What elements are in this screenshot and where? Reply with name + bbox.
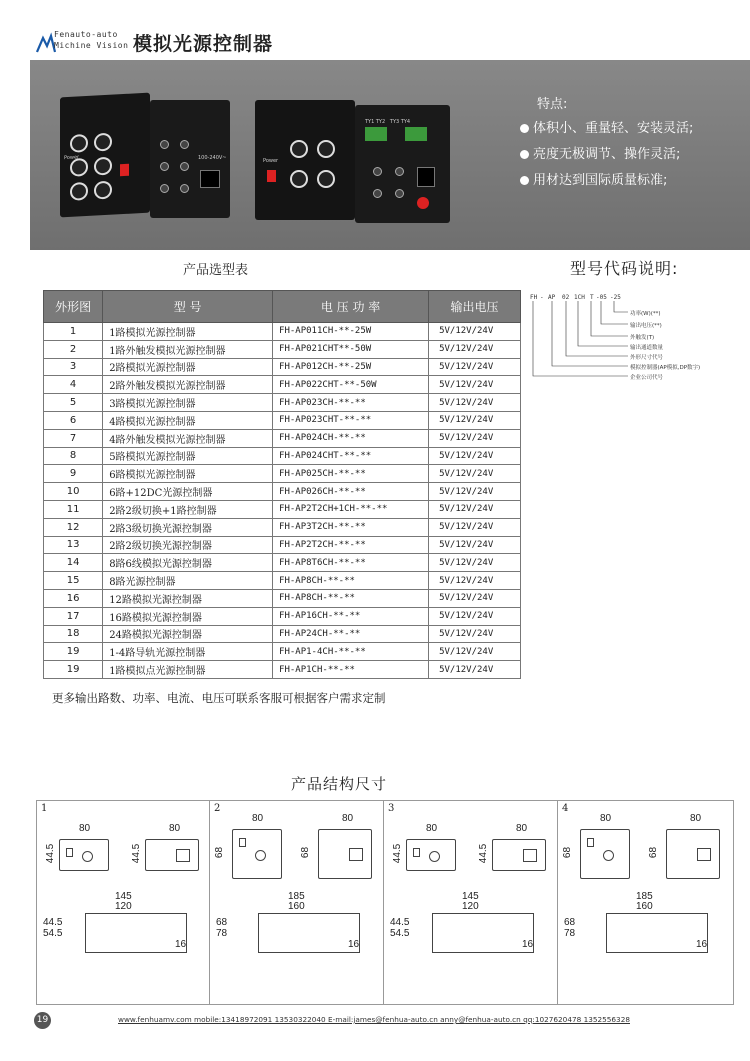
- cell-n: 3: [44, 358, 103, 376]
- cell-name: 24路模拟光源控制器: [103, 625, 273, 643]
- cell-name: 8路光源控制器: [103, 572, 273, 590]
- brand-name: Fenauto-auto: [54, 30, 118, 39]
- top-width-outer: 145: [462, 891, 479, 902]
- code-label: 外形尺寸代号: [630, 355, 664, 361]
- cell-code: FH-AP023CHT-**-**: [273, 411, 429, 429]
- cell-v: 5V/12V/24V: [429, 661, 521, 679]
- cell-v: 5V/12V/24V: [429, 643, 521, 661]
- cell-v: 5V/12V/24V: [429, 572, 521, 590]
- cell-v: 5V/12V/24V: [429, 536, 521, 554]
- cell-n: 15: [44, 572, 103, 590]
- table-row: [44, 536, 521, 554]
- cell-name: 2路2级切换光源控制器: [103, 536, 273, 554]
- svg-text:1CH: 1CH: [574, 294, 585, 301]
- cell-name: 12路模拟光源控制器: [103, 589, 273, 607]
- cell-name: 5路模拟光源控制器: [103, 447, 273, 465]
- cell-v: 5V/12V/24V: [429, 607, 521, 625]
- cell-v: 5V/12V/24V: [429, 358, 521, 376]
- cell-v: 5V/12V/24V: [429, 483, 521, 501]
- cell-n: 10: [44, 483, 103, 501]
- cell-code: FH-AP3T2CH-**-**: [273, 518, 429, 536]
- cell-code: FH-AP8T6CH-**-**: [273, 554, 429, 572]
- top-width-inner: 160: [288, 901, 305, 912]
- cell-v: 5V/12V/24V: [429, 500, 521, 518]
- table-row: [44, 572, 521, 590]
- cell-v: 5V/12V/24V: [429, 518, 521, 536]
- col-header-power: 电 压 功 率: [273, 291, 429, 323]
- top-width-outer: 185: [288, 891, 305, 902]
- code-label: 功率(W)(**): [630, 311, 661, 317]
- cell-name: 16路模拟光源控制器: [103, 607, 273, 625]
- table-row: [44, 589, 521, 607]
- top-height-1: 44.5: [390, 917, 410, 928]
- side-view: [145, 839, 199, 871]
- cell-code: FH-AP012CH-**-25W: [273, 358, 429, 376]
- cell-n: 16: [44, 589, 103, 607]
- front-height: 44.5: [392, 843, 404, 864]
- code-label: 模拟控制器(AP模拟,DP数字): [630, 365, 701, 371]
- table-row: [44, 340, 521, 358]
- cell-v: 5V/12V/24V: [429, 394, 521, 412]
- cell-n: 17: [44, 607, 103, 625]
- col-header-model: 型 号: [103, 291, 273, 323]
- side-height: 44.5: [478, 843, 490, 864]
- top-width-outer: 185: [636, 891, 653, 902]
- table-row: [44, 661, 521, 679]
- cell-code: FH-AP023CH-**-**: [273, 394, 429, 412]
- cell-code: FH-AP022CHT-**-50W: [273, 376, 429, 394]
- code-explain-title: 型号代码说明:: [570, 259, 679, 278]
- cell-name: 6路模拟光源控制器: [103, 465, 273, 483]
- dimension-panel: [557, 800, 734, 1005]
- code-label: 外触发(T): [630, 335, 655, 341]
- front-width: 80: [252, 813, 264, 824]
- table-row: [44, 465, 521, 483]
- page-title: 模拟光源控制器: [133, 33, 274, 55]
- cell-n: 8: [44, 447, 103, 465]
- top-view: [85, 913, 187, 953]
- side-height: 44.5: [131, 843, 143, 864]
- company-logo: [36, 30, 56, 56]
- svg-text:-: -: [540, 294, 544, 301]
- cell-name: 6路+12DC光源控制器: [103, 483, 273, 501]
- top-view: [606, 913, 708, 953]
- top-width-inner: 120: [115, 901, 132, 912]
- table-row: [44, 411, 521, 429]
- top-width-inner: 120: [462, 901, 479, 912]
- side-width: 80: [342, 813, 354, 824]
- foot-dim: 16: [696, 939, 708, 950]
- cell-code: FH-AP2T2CH+1CH-**-**: [273, 500, 429, 518]
- cell-code: FH-AP026CH-**-**: [273, 483, 429, 501]
- table-row: [44, 447, 521, 465]
- foot-dim: 16: [175, 939, 187, 950]
- table-row: [44, 358, 521, 376]
- top-width-outer: 145: [115, 891, 132, 902]
- cell-n: 12: [44, 518, 103, 536]
- cell-code: FH-AP024CHT-**-**: [273, 447, 429, 465]
- front-view: [406, 839, 456, 871]
- front-view: [59, 839, 109, 871]
- cell-name: 2路模拟光源控制器: [103, 358, 273, 376]
- cell-v: 5V/12V/24V: [429, 465, 521, 483]
- controller-photo-2: [150, 100, 230, 218]
- code-part: FH: [530, 294, 538, 301]
- svg-text:T: T: [590, 294, 594, 301]
- side-view: [492, 839, 546, 871]
- cell-code: FH-AP8CH-**-**: [273, 572, 429, 590]
- table-row: [44, 518, 521, 536]
- contact-info: www.fenhuamv.com mobile:13418972091 13530322040 E-mail:james@fenhua-auto.cn anny@fenhua-auto.cn qq:1027620478 1352556328: [118, 1015, 630, 1024]
- table-title: 产品选型表: [183, 263, 249, 278]
- dimension-panel: [383, 800, 558, 1005]
- side-width: 80: [690, 813, 702, 824]
- cell-n: 19: [44, 643, 103, 661]
- cell-v: 5V/12V/24V: [429, 429, 521, 447]
- table-row: [44, 483, 521, 501]
- cell-n: 11: [44, 500, 103, 518]
- cell-name: 1路模拟点光源控制器: [103, 661, 273, 679]
- cell-name: 1-4路导轨光源控制器: [103, 643, 273, 661]
- code-label: 企业公司代号: [630, 375, 664, 381]
- cell-n: 4: [44, 376, 103, 394]
- dimension-panel: [209, 800, 384, 1005]
- front-view: [580, 829, 630, 879]
- cell-code: FH-AP16CH-**-**: [273, 607, 429, 625]
- front-width: 80: [426, 823, 438, 834]
- top-height-1: 68: [564, 917, 576, 928]
- top-height-2: 54.5: [43, 928, 63, 939]
- cell-n: 5: [44, 394, 103, 412]
- cell-n: 9: [44, 465, 103, 483]
- cell-code: FH-AP011CH-**-25W: [273, 323, 429, 341]
- cell-name: 3路模拟光源控制器: [103, 394, 273, 412]
- cell-code: FH-AP025CH-**-**: [273, 465, 429, 483]
- voltage-label: 100-240V~: [198, 155, 227, 161]
- cell-n: 1: [44, 323, 103, 341]
- ty-labels: TY1 TY2 TY3 TY4: [365, 119, 411, 125]
- table-row: [44, 607, 521, 625]
- foot-dim: 16: [348, 939, 360, 950]
- front-height: 68: [562, 846, 574, 859]
- cell-code: FH-AP24CH-**-**: [273, 625, 429, 643]
- panel-number: 3: [388, 803, 395, 814]
- top-height-2: 78: [216, 928, 228, 939]
- cell-v: 5V/12V/24V: [429, 411, 521, 429]
- cell-n: 2: [44, 340, 103, 358]
- front-height: 68: [214, 846, 226, 859]
- dimensions-title: 产品结构尺寸: [291, 775, 388, 793]
- svg-text:-05: -05: [596, 294, 607, 301]
- side-height: 68: [300, 846, 312, 859]
- cell-n: 7: [44, 429, 103, 447]
- col-header-output: 输出电压: [429, 291, 521, 323]
- feature-item: 亮度无极调节、操作灵活;: [520, 143, 680, 162]
- brand-tagline: Michine Vision: [54, 41, 129, 50]
- controller-photo-4: [355, 105, 450, 223]
- product-table: [43, 290, 521, 679]
- feature-item: 用材达到国际质量标准;: [520, 169, 667, 188]
- cell-code: FH-AP8CH-**-**: [273, 589, 429, 607]
- side-height: 68: [648, 846, 660, 859]
- dimension-panel: [36, 800, 210, 1005]
- feature-item: 体积小、重量轻、安装灵活;: [520, 117, 693, 136]
- panel-number: 4: [562, 803, 569, 814]
- front-width: 80: [600, 813, 612, 824]
- foot-dim: 16: [522, 939, 534, 950]
- cell-name: 1路外触发模拟光源控制器: [103, 340, 273, 358]
- col-header-shape: 外形图: [44, 291, 103, 323]
- cell-v: 5V/12V/24V: [429, 376, 521, 394]
- cell-n: 13: [44, 536, 103, 554]
- cell-name: 4路外触发模拟光源控制器: [103, 429, 273, 447]
- cell-name: 4路模拟光源控制器: [103, 411, 273, 429]
- svg-text:-25: -25: [610, 294, 621, 301]
- table-row: [44, 429, 521, 447]
- code-label: 输出通道数量: [630, 345, 664, 351]
- table-row: [44, 643, 521, 661]
- cell-code: FH-AP1-4CH-**-**: [273, 643, 429, 661]
- top-view: [432, 913, 534, 953]
- cell-name: 2路2级切换+1路控制器: [103, 500, 273, 518]
- code-label: 输出电压(**): [630, 323, 662, 329]
- table-row: [44, 554, 521, 572]
- controller-photo-3: Power: [255, 100, 355, 220]
- cell-v: 5V/12V/24V: [429, 554, 521, 572]
- front-width: 80: [79, 823, 91, 834]
- panel-number: 2: [214, 803, 221, 814]
- power-label: Power: [64, 154, 80, 162]
- cell-name: 8路6线模拟光源控制器: [103, 554, 273, 572]
- panel-number: 1: [41, 803, 48, 814]
- features-heading: 特点:: [537, 97, 568, 112]
- table-row: [44, 323, 521, 341]
- cell-v: 5V/12V/24V: [429, 625, 521, 643]
- top-height-2: 78: [564, 928, 576, 939]
- cell-v: 5V/12V/24V: [429, 589, 521, 607]
- cell-code: FH-AP2T2CH-**-**: [273, 536, 429, 554]
- cell-name: 2路外触发模拟光源控制器: [103, 376, 273, 394]
- cell-code: FH-AP021CHT**-50W: [273, 340, 429, 358]
- custom-note: 更多输出路数、功率、电流、电压可联系客服可根据客户需求定制: [52, 691, 386, 705]
- svg-text:AP: AP: [548, 294, 556, 301]
- side-width: 80: [169, 823, 181, 834]
- side-view: [318, 829, 372, 879]
- front-view: [232, 829, 282, 879]
- cell-n: 6: [44, 411, 103, 429]
- cell-n: 18: [44, 625, 103, 643]
- svg-text:02: 02: [562, 294, 570, 301]
- table-row: [44, 500, 521, 518]
- product-banner: [30, 60, 750, 250]
- cell-code: FH-AP1CH-**-**: [273, 661, 429, 679]
- cell-v: 5V/12V/24V: [429, 340, 521, 358]
- table-row: [44, 376, 521, 394]
- cell-name: 1路模拟光源控制器: [103, 323, 273, 341]
- table-row: [44, 625, 521, 643]
- table-body: [44, 323, 521, 679]
- top-view: [258, 913, 360, 953]
- side-view: [666, 829, 720, 879]
- cell-v: 5V/12V/24V: [429, 323, 521, 341]
- cell-code: FH-AP024CH-**-**: [273, 429, 429, 447]
- side-width: 80: [516, 823, 528, 834]
- top-height-2: 54.5: [390, 928, 410, 939]
- page-number: 19: [34, 1012, 51, 1029]
- controller-photo-1: [60, 93, 150, 218]
- top-width-inner: 160: [636, 901, 653, 912]
- cell-n: 19: [44, 661, 103, 679]
- cell-n: 14: [44, 554, 103, 572]
- front-height: 44.5: [45, 843, 57, 864]
- table-row: [44, 394, 521, 412]
- cell-v: 5V/12V/24V: [429, 447, 521, 465]
- top-height-1: 68: [216, 917, 228, 928]
- cell-name: 2路3级切换光源控制器: [103, 518, 273, 536]
- top-height-1: 44.5: [43, 917, 63, 928]
